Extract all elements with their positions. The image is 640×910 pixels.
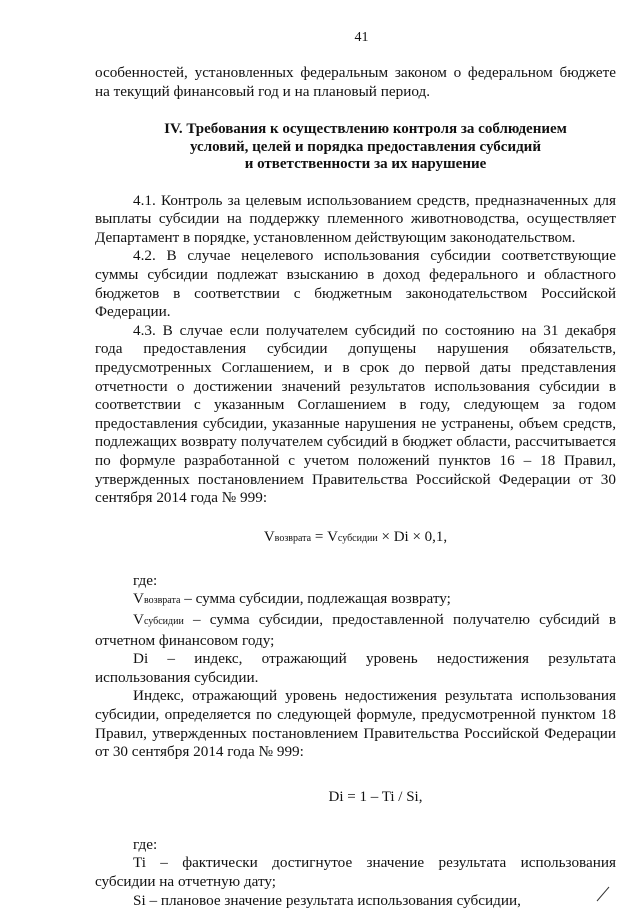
where-label-2: где: xyxy=(95,836,616,855)
definition-ti: Ti – фактически достигнутое значение результата использования субсидии на отчетную дату; xyxy=(95,854,616,891)
heading-line-3: и ответственности за их нарушение xyxy=(115,156,616,174)
formula-sub-subsidy: субсидии xyxy=(338,533,378,544)
def-v-subsidy-sub: субсидии xyxy=(144,616,184,627)
heading-line-1: IV. Требования к осуществлению контроля за соблюдением xyxy=(115,121,616,139)
paragraph-4-3: 4.3. В случае если получателем субсидий по состоянию на 31 декабря года предоставления субсидии допущены нарушения обязательств, предусмотренных Соглашением, и в срок до первой даты представления отчетности о достижении значений результатов использования субсидии в соответствии с указанным Соглашением в году, следующем за годом предоставления субсидии, указанные нарушения не устранены, объем средств, подлежащих возврату получателем субсидий в бюджет области, рассчитывается по формуле разработанной с учетом положений пунктов 16 – 18 Правил, утвержденных постановлением Правительства Российской Федерации от 30 сентября 2014 года № 999: xyxy=(95,322,616,508)
pen-mark-icon xyxy=(596,886,610,902)
def-v-return-sub: возврата xyxy=(144,595,180,606)
return-formula xyxy=(95,528,616,548)
formula-eq: = V xyxy=(311,529,338,545)
index-paragraph: Индекс, отражающий уровень недостижения результата использования субсидии, определяется по следующей формуле, предусмотренной пунктом 18 Правил, утвержденных постановлением Правительства Российской Федерации от 30 сентября 2014 года № 999: xyxy=(95,687,616,761)
where-label-1: где: xyxy=(95,572,616,591)
intro-paragraph: особенностей, установленных федеральным законом о федеральном бюджете на текущий финансовый год и на плановый период. xyxy=(95,64,616,101)
formula-sub-return: возврата xyxy=(275,533,311,544)
definition-si: Si – плановое значение результата использования субсидии, xyxy=(95,892,616,910)
definition-di: Di – индекс, отражающий уровень недостижения результата использования субсидии. xyxy=(95,650,616,687)
heading-line-2: условий, целей и порядка предоставления субсидий xyxy=(115,139,616,157)
index-formula: Di = 1 – Ti / Si, xyxy=(95,788,616,806)
definition-v-subsidy xyxy=(95,611,616,650)
def-v-subsidy-symbol: V xyxy=(133,611,144,628)
definition-v-return xyxy=(95,590,616,611)
formula-v1: V xyxy=(264,529,275,545)
formula-tail: × Di × 0,1, xyxy=(378,529,447,545)
paragraph-4-1: 4.1. Контроль за целевым использованием средств, предназначенных для выплаты субсидии на поддержку племенного животноводства, осуществляет Департамент в порядке, установленном действующим законодательством. xyxy=(95,192,616,248)
def-v-subsidy-text: – сумма субсидии, предоставленной получателю субсидий в отчетном финансовом году; xyxy=(95,611,616,649)
def-v-return-text: – сумма субсидии, подлежащая возврату; xyxy=(180,590,451,607)
paragraph-4-2: 4.2. В случае нецелевого использования субсидии соответствующие суммы субсидии подлежат взысканию в доход федерального и областного бюджетов в соответствии с бюджетным законодательством Российской Федерации. xyxy=(95,247,616,321)
def-v-return-symbol: V xyxy=(133,590,144,607)
page-number: 41 xyxy=(95,30,616,46)
section-heading xyxy=(95,121,616,174)
